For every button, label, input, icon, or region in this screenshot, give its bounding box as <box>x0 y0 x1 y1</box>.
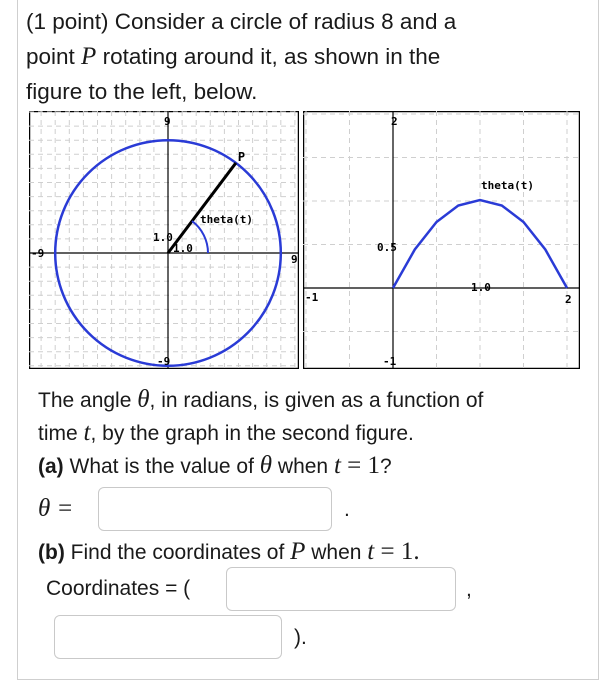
t-symbol: t <box>83 419 91 446</box>
tick-x-label: 1.0 <box>173 242 193 255</box>
theta-graph-figure <box>303 111 580 369</box>
left-label: -1 <box>305 291 319 304</box>
text: ? <box>380 455 392 478</box>
description-line-2 <box>38 417 583 450</box>
intro-line-1: (1 point) Consider a circle of radius 8 and a <box>26 9 457 34</box>
text: when <box>272 455 334 478</box>
tick-x-label: 1.0 <box>471 281 491 294</box>
part-a-question <box>38 450 583 483</box>
point-symbol: P <box>81 43 97 70</box>
text: time <box>38 422 84 445</box>
intro-line-2 <box>26 39 591 74</box>
intro-text: point <box>26 44 82 69</box>
t-symbol: t <box>367 538 375 565</box>
theta-equals-label <box>38 495 73 523</box>
point-label: P <box>237 149 246 164</box>
text: What is the value of <box>63 455 260 478</box>
right-label: 9 <box>291 253 298 266</box>
part-a-label: (a) <box>38 455 64 478</box>
theta-symbol: θ <box>259 452 273 479</box>
part-b-question <box>38 536 583 569</box>
text: Find the coordinates of <box>64 541 291 564</box>
point-symbol: P <box>290 538 306 565</box>
comma: , <box>466 578 472 601</box>
coordinates-label: Coordinates = ( <box>46 577 191 600</box>
part-b-label: (b) <box>38 541 65 564</box>
bottom-label: -9 <box>157 355 171 368</box>
equals-one: = 1 <box>340 452 380 479</box>
equals-one: = 1. <box>374 538 420 565</box>
text: , by the graph in the second figure. <box>90 422 414 445</box>
bottom-label: -1 <box>383 355 397 368</box>
description-line-1 <box>38 384 583 417</box>
text: , in radians, is given as a function of <box>149 389 484 412</box>
intro-text: rotating around it, as shown in the <box>96 44 441 69</box>
top-label: 2 <box>391 115 398 128</box>
theta-answer-input[interactable] <box>98 487 332 531</box>
period: . <box>344 498 350 521</box>
right-label: 2 <box>565 293 572 306</box>
top-label: 9 <box>164 115 171 128</box>
intro-line-3: figure to the left, below. <box>26 79 258 104</box>
angle-label: theta(t) <box>200 213 253 226</box>
text: The angle <box>38 389 138 412</box>
problem-intro <box>26 4 591 109</box>
tick-y-label: 1.0 <box>153 231 173 244</box>
circle-figure <box>29 111 299 369</box>
coordinate-x-input[interactable] <box>226 567 456 611</box>
curve-label: theta(t) <box>481 179 534 192</box>
coordinate-y-input[interactable] <box>54 615 282 659</box>
theta-symbol: θ <box>137 386 150 413</box>
description <box>38 384 583 483</box>
left-label: -9 <box>31 247 45 260</box>
t-symbol: t <box>333 452 341 479</box>
close-paren: ). <box>294 626 307 649</box>
text: when <box>305 541 368 564</box>
theta-equals: θ = <box>38 495 74 522</box>
tick-y-label: 0.5 <box>377 241 397 254</box>
